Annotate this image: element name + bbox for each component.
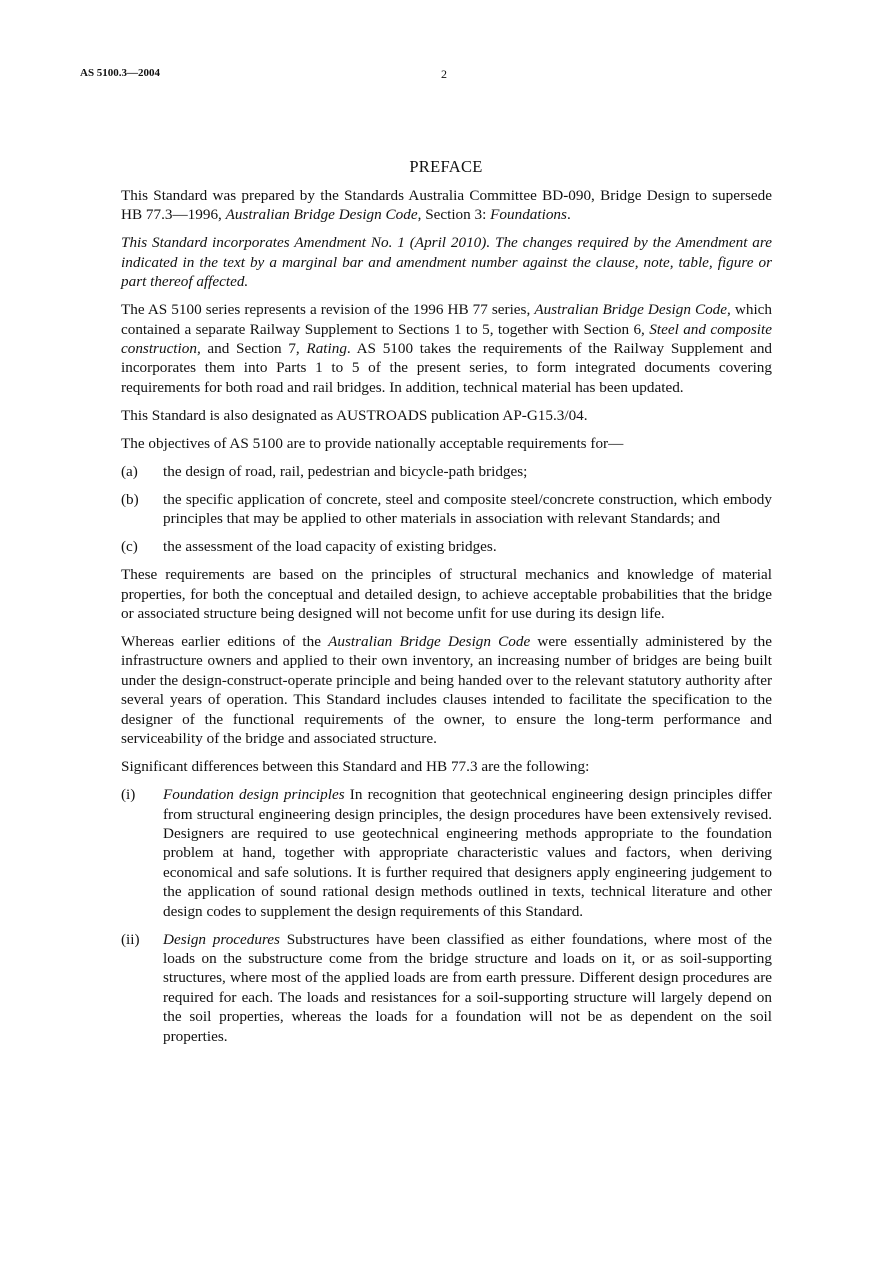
list-item-text: Design procedures Substructures have been classified as either foundations, where most of the loads on the substructure come from the bridge structure and loads on it, or as soil-supporting structures, where most of the applied loads are from earth pressure. Different design procedures are required for each. The loads and resistances for a soil-supporting structure will largely depend on the soil properties, whereas the loads for a foundation will not be as dependent on the soil properties. [163, 930, 772, 1045]
list-item-text: the assessment of the load capacity of existing bridges. [163, 538, 497, 556]
paragraph-amendment: This Standard incorporates Amendment No. 1 (April 2010). The changes required by the Amendment are indicated in the text by a marginal bar and amendment number against the clause, note, table, figure or part thereof affected. [121, 234, 772, 291]
paragraph-requirements-basis: These requirements are based on the principles of structural mechanics and knowledge of material properties, for both the conceptual and detailed design, to achieve acceptable probabilities that the bridge or associated structure being designed will not become unfit for use during its design life. [121, 566, 772, 623]
list-item-objective-b [121, 490, 772, 529]
page-number: 2 [441, 67, 447, 81]
list-item-label: (ii) [121, 930, 140, 948]
list-item-heading: Design procedures [163, 930, 280, 948]
list-item-difference-i [121, 785, 772, 921]
list-item-objective-c [121, 537, 772, 556]
list-item-heading: Foundation design principles [163, 786, 345, 804]
list-item-label: (c) [121, 538, 138, 556]
paragraph-austroads: This Standard is also designated as AUSTROADS publication AP-G15.3/04. [121, 406, 588, 424]
list-item-text: the design of road, rail, pedestrian and bicycle-path bridges; [163, 462, 528, 480]
page-title: PREFACE [409, 157, 483, 176]
list-item-label: (b) [121, 490, 139, 508]
list-item-label: (a) [121, 462, 138, 480]
list-item-text: Foundation design principles In recognition that geotechnical engineering design principles differ from structural engineering design principles, the design procedures have been extensively revised. Designers are required to use geotechnical engineering methods appropriate to the foundation problem at hand, together with appropriate characteristic values and factors, when deriving economical and safe solutions. It is further required that designers apply engineering judgement to the application of sound rational design methods outlined in texts, technical literature and other design codes to supplement the design requirements of this Standard. [163, 786, 772, 920]
paragraph-objectives-intro: The objectives of AS 5100 are to provide nationally acceptable requirements for— [121, 434, 624, 452]
paragraph-differences-intro: Significant differences between this Standard and HB 77.3 are the following: [121, 758, 590, 776]
body-text [121, 186, 772, 1055]
paragraph-series: The AS 5100 series represents a revision of the 1996 HB 77 series, Australian Bridge Design Code, which contained a separate Railway Supplement to Sections 1 to 5, together with Section 6, Steel and composite construction, and Section 7, Rating. AS 5100 takes the requirements of the Railway Supplement and incorporates them into Parts 1 to 5 of the present series, to form integrated documents covering requirements for both road and rail bridges. In addition, technical material has been updated. [121, 301, 773, 396]
list-item-label: (i) [121, 786, 136, 804]
document-id: AS 5100.3—2004 [80, 67, 161, 79]
paragraph-committee: This Standard was prepared by the Standards Australia Committee BD-090, Bridge Design to supersede HB 77.3—1996, Australian Bridge Design Code, Section 3: Foundations. [121, 187, 772, 224]
list-item-difference-ii [121, 930, 772, 1046]
paragraph-earlier-editions: Whereas earlier editions of the Australian Bridge Design Code were essentially administered by the infrastructure owners and applied to their own inventory, an increasing number of bridges are being built under the design-construct-operate principle and being handed over to the relevant statutory authority after several years of operation. This Standard includes clauses intended to facilitate the specification to the designer of the functional requirements of the owner, to ensure the long-term performance and serviceability of the bridge and associated structure. [121, 633, 772, 748]
list-item-text: the specific application of concrete, steel and composite steel/concrete construction, which embody principles that may be applied to other materials in association with relevant Standards; and [163, 490, 772, 528]
list-item-objective-a [121, 462, 772, 481]
